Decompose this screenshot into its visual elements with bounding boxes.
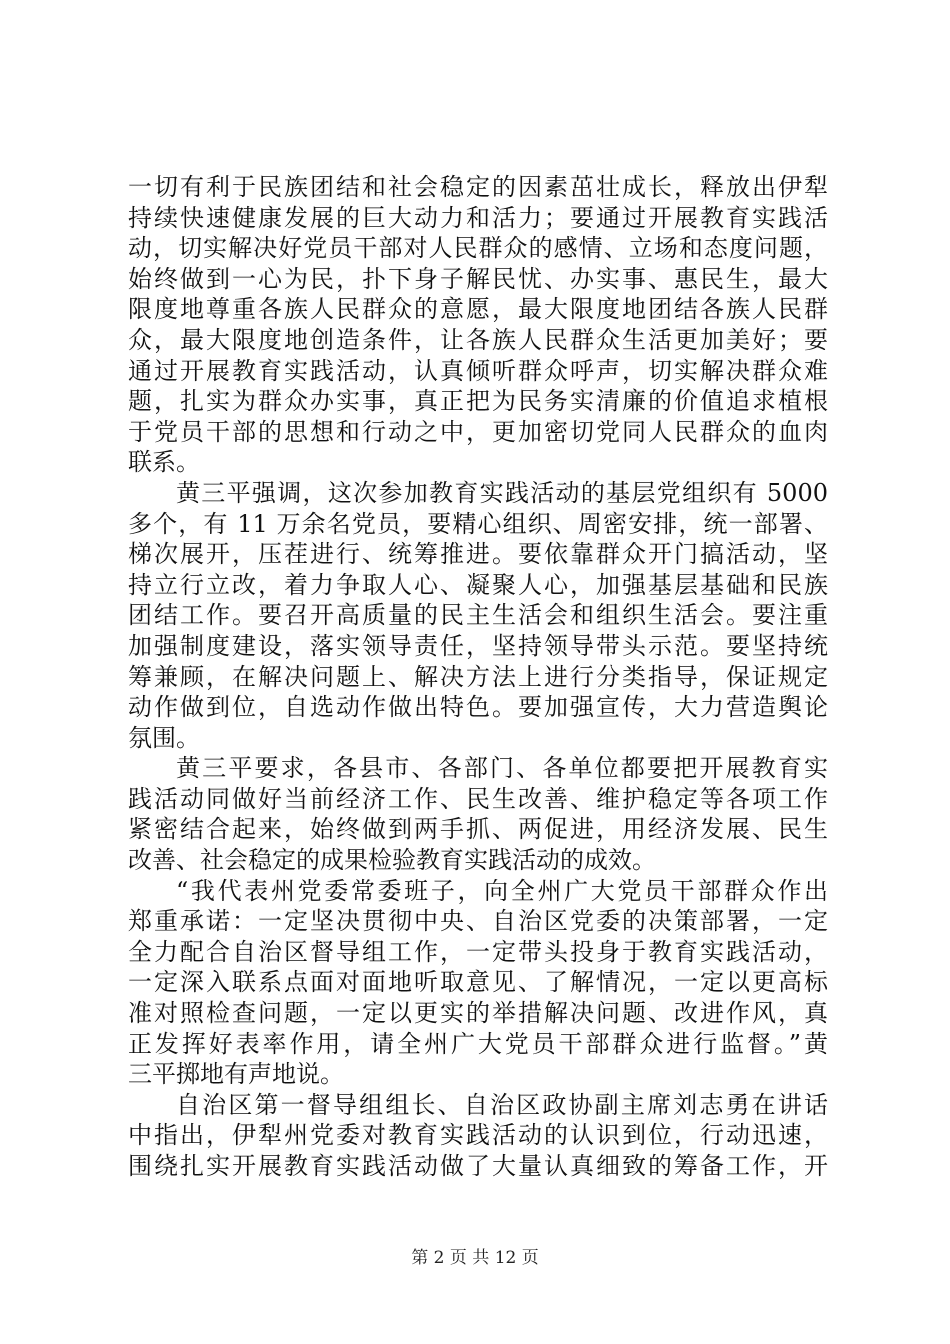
text-line: 紧密结合起来，始终做到两手抓、两促进，用经济发展、民生 (128, 815, 828, 844)
text-line: “我代表州党委常委班子，向全州广大党员干部群众作出 (176, 876, 828, 905)
text-line: 筹兼顾，在解决问题上、解决方法上进行分类指导，保证规定 (128, 662, 828, 691)
text-line: 围绕扎实开展教育实践活动做了大量认真细致的筹备工作，开 (128, 1152, 828, 1180)
text-line: 动作做到位，自选动作做出特色。要加强宣传，大力营造舆论 (128, 693, 828, 722)
text-line: 改善、社会稳定的成果检验教育实践活动的成效。 (128, 846, 656, 875)
document-body (128, 172, 828, 1182)
text-line: 践活动同做好当前经济工作、民生改善、维护稳定等各项工作 (128, 784, 828, 813)
text-line: 自治区第一督导组组长、自治区政协副主席刘志勇在讲话 (176, 1090, 828, 1119)
text-line: 题，扎实为群众办实事，真正把为民务实清廉的价值追求植根 (128, 387, 828, 416)
text-line: 氛围。 (128, 723, 200, 752)
page-number-label: 第 2 页 共 12 页 (411, 1248, 539, 1268)
paragraph-2 (128, 478, 828, 753)
text-line: 多个，有 11 万余名党员，要精心组织、周密安排，统一部署、 (128, 509, 828, 538)
text-line: 众，最大限度地创造条件，让各族人民群众生活更加美好；要 (128, 325, 828, 354)
text-line: 限度地尊重各族人民群众的意愿，最大限度地团结各族人民群 (128, 295, 828, 324)
text-line: 团结工作。要召开高质量的民主生活会和组织生活会。要注重 (128, 601, 828, 630)
text-line: 正发挥好表率作用，请全州广大党员干部群众进行监督。”黄 (128, 1029, 828, 1058)
paragraph-3 (128, 753, 828, 875)
paragraph-1 (128, 172, 828, 478)
text-line: 黄三平强调，这次参加教育实践活动的基层党组织有 5000 (176, 478, 828, 507)
text-line: 准对照检查问题，一定以更实的举措解决问题、改进作风，真 (128, 999, 828, 1028)
text-line: 于党员干部的思想和行动之中，更加密切党同人民群众的血肉 (128, 417, 828, 446)
text-line: 梯次展开，压茬进行、统筹推进。要依靠群众开门搞活动，坚 (128, 540, 828, 569)
text-line: 黄三平要求，各县市、各部门、各单位都要把开展教育实 (176, 754, 828, 783)
text-line: 加强制度建设，落实领导责任，坚持领导带头示范。要坚持统 (128, 631, 828, 660)
text-line: 中指出，伊犁州党委对教育实践活动的认识到位，行动迅速， (128, 1121, 828, 1150)
text-line: 郑重承诺：一定坚决贯彻中央、自治区党委的决策部署，一定 (128, 907, 828, 936)
text-line: 通过开展教育实践活动，认真倾听群众呼声，切实解决群众难 (128, 356, 828, 385)
text-line: 一定深入联系点面对面地听取意见、了解情况，一定以更高标 (128, 968, 828, 997)
text-line: 动，切实解决好党员干部对人民群众的感情、立场和态度问题， (128, 234, 828, 263)
paragraph-5 (128, 1090, 828, 1182)
page-footer (0, 1243, 950, 1268)
text-line: 三平掷地有声地说。 (128, 1060, 344, 1089)
text-line: 联系。 (128, 448, 200, 477)
text-line: 一切有利于民族团结和社会稳定的因素茁壮成长，释放出伊犁 (128, 173, 828, 201)
paragraph-4 (128, 876, 828, 1090)
text-line: 持续快速健康发展的巨大动力和活力；要通过开展教育实践活 (128, 203, 828, 232)
text-line: 始终做到一心为民，扑下身子解民忧、办实事、惠民生，最大 (128, 264, 828, 293)
text-line: 全力配合自治区督导组工作，一定带头投身于教育实践活动， (128, 937, 828, 966)
text-line: 持立行立改，着力争取人心、凝聚人心，加强基层基础和民族 (128, 570, 828, 599)
